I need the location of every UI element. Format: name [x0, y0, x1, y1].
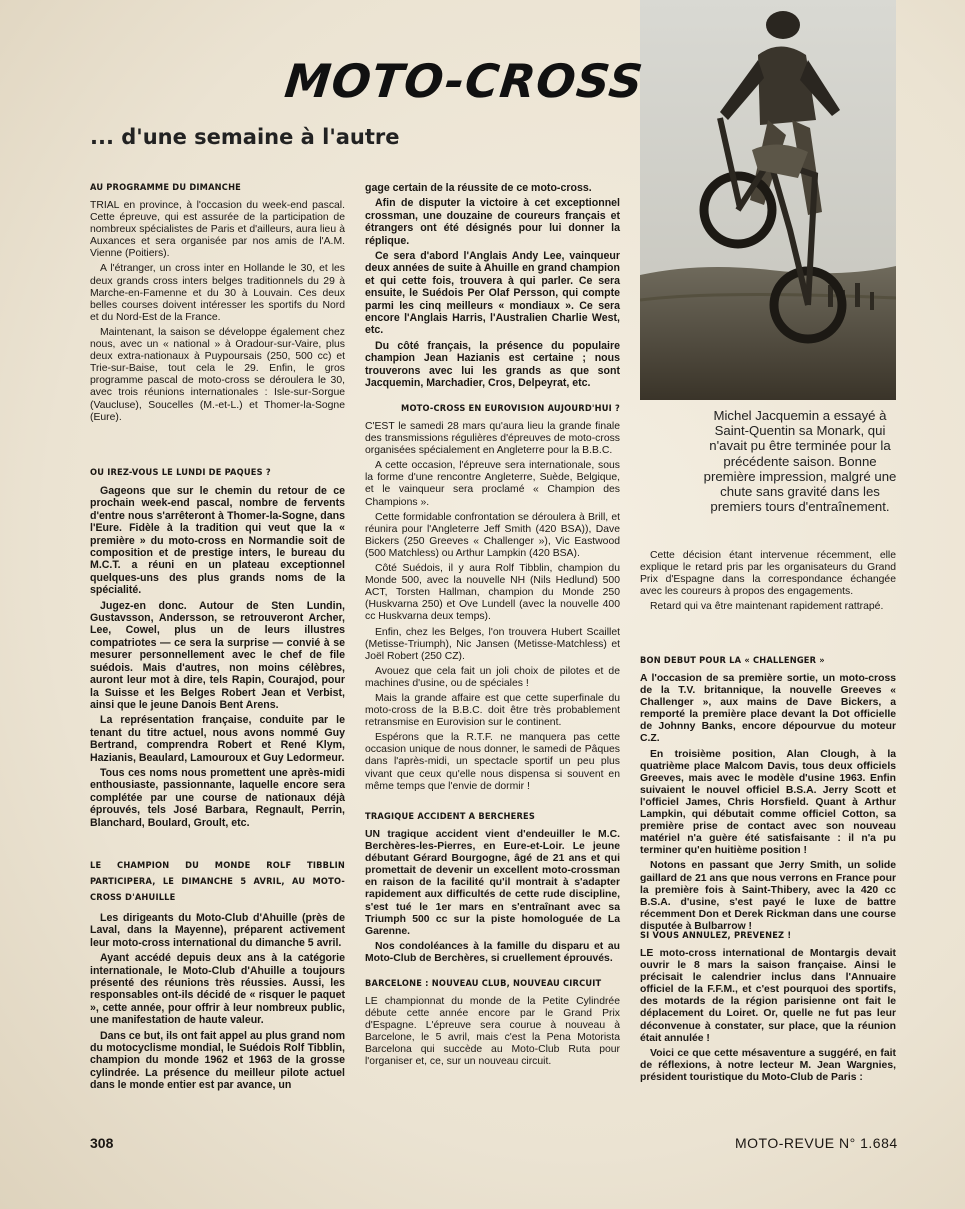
section-heading: MOTO-CROSS EN EUROVISION AUJOURD'HUI ?	[401, 403, 620, 414]
paragraph: Ayant accédé depuis deux ans à la catégorie internationale, le Moto-Club d'Ahuille a toujours présenté des réunions très réussies. Aussi, les responsables ont-ils décidé de « risquer le paquet », cette année, pour offrir à leur nombreux public, une manifestation de haute valeur.	[90, 952, 345, 1027]
paragraph: Notons en passant que Jerry Smith, un solide gaillard de 21 ans que nous verrons en France pour la première fois à Saint-Thibery, avec la 420 cc B.S.A. d'usine, s'est payé le luxe de battre récemment Don et Derek Rickman dans une course disputée à Bulbarrow !	[640, 860, 896, 932]
section-heading: SI VOUS ANNULEZ, PREVENEZ !	[640, 930, 792, 941]
section-heading: AU PROGRAMME DU DIMANCHE	[90, 182, 242, 193]
paragraph: Mais la grande affaire est que cette superfinale du moto-cross de la B.B.C. doit être très probablement retransmise en Eurovision sur le continent.	[365, 692, 620, 729]
paragraph: A l'étranger, un cross inter en Hollande le 30, et les deux grands cross inters belges traditionnels du 29 à Marche-en-Famenne et du 30 à Louvain. Ces deux belles courses doivent intéresser les sportifs du Nord et du Nord-Est de la France.	[90, 263, 345, 323]
paragraph: Avouez que cela fait un joli choix de pilotes et de machines d'usine, ou de spéciales !	[365, 665, 620, 689]
photo-caption	[702, 408, 898, 514]
section-heading: TRAGIQUE ACCIDENT A BERCHERES	[365, 811, 536, 822]
paragraph: LE moto-cross international de Montargis devait ouvrir le 8 mars la saison française. Ainsi le précisait le calendrier inclus dans l'Annuaire officiel de la F.F.M., et c'est pourquoi des sportifs, des motards de la région parisienne ont fait le déplacement du Loiret. Or, quelle ne fut pas leur déconvenue à constater, sur place, que la réunion était annulée !	[640, 948, 896, 1044]
paragraph: Enfin, chez les Belges, l'on trouvera Hubert Scaillet (Metisse-Triumph), Nic Jansen (Metisse-Matchless) et Joël Robert (250 CZ).	[365, 626, 620, 662]
paragraph: Jugez-en donc. Autour de Sten Lundin, Gustavsson, Andersson, se retrouveront Archer, Lee, Cowel, plus un de leurs illustres compatriotes — ce sera la surprise — convié à se mesurer personnellement avec le chef de file suédois. Mais d'autres, non moins célèbres, auront leur mot à dire, tels Rapin, Courajod, pour la Suisse et les Belges Robert Jean et Verbist, ainsi que le jeune Danois Bent Arens.	[90, 599, 345, 711]
motocross-photo	[640, 0, 896, 400]
section-barcelone	[365, 978, 620, 1072]
paragraph: Dans ce but, ils ont fait appel au plus grand nom du motocyclisme mondial, le Suédois Rolf Tibblin, champion du monde 1962 et 1963 de la grosse cylindrée. La présence du meilleur pilote actuel dans le monde entier est par avance, un	[90, 1029, 345, 1092]
section-heading: OU IREZ-VOUS LE LUNDI DE PAQUES ?	[90, 467, 271, 478]
paragraph: LE championnat du monde de la Petite Cylindrée débute cette année encore par le Grand Prix d'Espagne. L'épreuve sera courue à nouveau à Barcelone, le 5 avril, mais c'est la Pena Motorista Barcelona qui succède au Moto-Club Ruta pour l'organiser et, ce, sur un nouveau circuit.	[365, 996, 620, 1068]
paragraph: Espérons que la R.T.F. ne manquera pas cette occasion unique de nous donner, le samedi de Pâques dans l'après-midi, un spectacle sportif un peu plus vivant que ceux qu'elle nous dispensa si souvent en même temps que l'envie de dormir !	[365, 732, 620, 792]
section-heading: BARCELONE : NOUVEAU CLUB, NOUVEAU CIRCUIT	[365, 978, 602, 989]
paragraph: Retard qui va être maintenant rapidement rattrapé.	[650, 601, 884, 613]
paragraph: Afin de disputer la victoire à cet exceptionnel crossman, une douzaine de coureurs français et étrangers ont été désignés pour lui donner la réplique.	[365, 197, 620, 247]
page-title: MOTO-CROSS	[282, 54, 647, 108]
section-barcelone-continued	[640, 550, 896, 616]
section-programme	[90, 182, 345, 427]
paragraph: Cette décision étant intervenue récemment, elle explique le retard pris par les organisateurs du Grand Prix d'Espagne dans la correspondance échangée avec les coureurs à propos des engagements.	[640, 550, 896, 598]
page-subtitle: ... d'une semaine à l'autre	[90, 125, 400, 149]
paragraph: A cette occasion, l'épreuve sera internationale, sous la forme d'une rencontre Angleterre, Suède, Belgique, et le vainqueur sera proclamé « Champion des Champions ».	[365, 460, 620, 508]
rider-jump-image	[640, 0, 896, 400]
section-lundi	[90, 467, 345, 832]
page-number: 308	[90, 1135, 114, 1151]
paragraph: Côté Suédois, il y aura Rolf Tibblin, champion du Monde 500, avec la nouvelle NH (Nils Hedlund) 500 ACT, Torsten Hallman, champion du Monde 250 (Huskvarna 250) et Ove Lundell (avec la nouvelle 400 cc Huskvarna deux temps).	[365, 563, 620, 623]
paragraph: Du côté français, la présence du populaire champion Jean Hazianis est certaine ; nous trouverons avec lui les grands as que sont Jacquemin, Marchadier, Cros, Delpeyrat, etc.	[365, 339, 620, 390]
paragraph: Cette formidable confrontation se déroulera à Brill, et réunira pour l'Angleterre Jeff Smith (420 BSA)), Dave Bickers (250 Greeves « Challenger »), Vic Eastwood (500 Matchless) ou Arthur Lampkin (420 BSA).	[365, 511, 620, 559]
paragraph: En troisième position, Alan Clough, à la quatrième place Malcom Davis, tous deux officiels Greeves, mais avec le modèle d'usine 1963. Enfin suivaient le nouvel officiel B.S.A. Jerry Scott et l'officiel James, Chris Horsfield. Quant à Arthur Lampkin, qui débutait comme officiel Cotton, sa première prise de contact avec son nouveau matériel n'a guère été satisfaisante : il n'a pu terminer qu'en huitième position !	[640, 748, 896, 857]
section-champion-continued	[365, 182, 620, 393]
section-heading: BON DEBUT POUR LA « CHALLENGER »	[640, 655, 825, 666]
paragraph: Gageons que sur le chemin du retour de ce prochain week-end pascal, nombre de fervents d'entre nous s'arrêteront à Thomer-la-Sogne, dans l'Eure. Fidèle à la tradition qui veut que la « première » du moto-cross en Normandie soit de composition et de prestige inters, le bureau du M.C.T. a réuni en un plateau exceptionnel quelques-uns des plus grands noms de la spécialité.	[90, 485, 345, 597]
section-champion	[90, 858, 345, 1095]
paragraph: UN tragique accident vient d'endeuiller le M.C. Berchères-les-Pierres, en Eure-et-Loir. Le jeune débutant Gérard Bourgogne, âgé de 21 ans et qui promettait de devenir un excellent moto-crossman en raison de la facilité qu'il montrait à s'adapter rapidement aux difficultés de cette rude discipline, s'est tué le 1er mars en s'entraînant avec sa Triumph 500 cc sur la piste homologuée de La Garenne.	[365, 829, 620, 937]
section-annulez	[640, 930, 896, 1087]
paragraph: A l'occasion de sa première sortie, un moto-cross de la T.V. britannique, la nouvelle Greeves « Challenger », aux mains de Dave Bickers, a remporté la première place devant la Dot officielle de Johnny Banks, encore dépourvue du moteur C.Z.	[640, 673, 896, 745]
paragraph: Tous ces noms nous promettent une après-midi enthousiaste, passionnante, laquelle encore sera complétée par une course de nationaux déjà éprouvés, tels José Barbara, Regnault, Perrin, Blanchard, Boulard, Groult, etc.	[90, 766, 345, 829]
paragraph: Ce sera d'abord l'Anglais Andy Lee, vainqueur deux années de suite à Ahuille en grand champion et qui cette fois, trouvera à qui parler. Ce sera ensuite, le Suédois Per Olaf Persson, qui compte parmi les cinq meilleurs « mondiaux ». Ce sera encore l'Anglais Harris, l'Australien Charlie West, etc.	[365, 250, 620, 337]
section-challenger	[640, 655, 896, 936]
paragraph: La représentation française, conduite par le tenant du titre actuel, nous avons nommé Guy Bertrand, comprendra Robert et René Klym, Hazianis, Beaulard, Lamouroux et Guy Ledormeur.	[90, 714, 345, 764]
paragraph: Les dirigeants du Moto-Club d'Ahuille (près de Laval, dans la Mayenne), préparent activement leur moto-cross international du dimanche 5 avril.	[90, 912, 345, 949]
paragraph: Maintenant, la saison se développe également chez nous, avec un « national » à Oradour-sur-Vaire, plus deux extra-nationaux à Puypoursais (250, 500 cc) et Trie-sur-Baise, tout cela le 29. Enfin, le gros programme pascal de moto-cross se déroulera le 30, avec trois réunions internationales : Isle-sur-Sorgue (Vaucluse), Soucelles (M.-et-L.) et Thomer-la-Sogne (Eure).	[90, 326, 345, 423]
paragraph: Voici ce que cette mésaventure a suggéré, en fait de réflexions, à notre lecteur M. Jean Wargnies, président touristique du Moto-Club de Paris :	[640, 1047, 896, 1083]
paragraph: TRIAL en province, à l'occasion du week-end pascal. Cette épreuve, qui est assurée de la participation de nombreux spécialistes de Paris et d'ailleurs, aura lieu à Auxances et sera organisée par nos amis de l'A.M. Vienne (Poitiers).	[90, 200, 345, 260]
paragraph: gage certain de la réussite de ce moto-cross.	[365, 182, 592, 194]
paragraph: C'EST le samedi 28 mars qu'aura lieu la grande finale des transmissions régulières d'épreuves de moto-cross organisées spécialement en Angleterre pour la B.B.C.	[365, 421, 620, 457]
caption-text: Michel Jacquemin a essayé à Saint-Quentin sa Monark, qui n'avait pu être terminée pour la précédente saison. Bonne première impression, malgré une chute sans gravité dans les premiers tours d'entraînement.	[703, 408, 897, 515]
section-eurovision	[365, 403, 620, 796]
section-heading: LE CHAMPION DU MONDE ROLF TIBBLIN PARTICIPERA, LE DIMANCHE 5 AVRIL, AU MOTO-CROSS D'AHUILLE	[90, 860, 345, 903]
section-tragique	[365, 811, 620, 968]
paragraph: Nos condoléances à la famille du disparu et au Moto-Club de Berchères, si cruellement éprouvés.	[365, 940, 620, 964]
magazine-issue: MOTO-REVUE N° 1.684	[735, 1135, 898, 1151]
